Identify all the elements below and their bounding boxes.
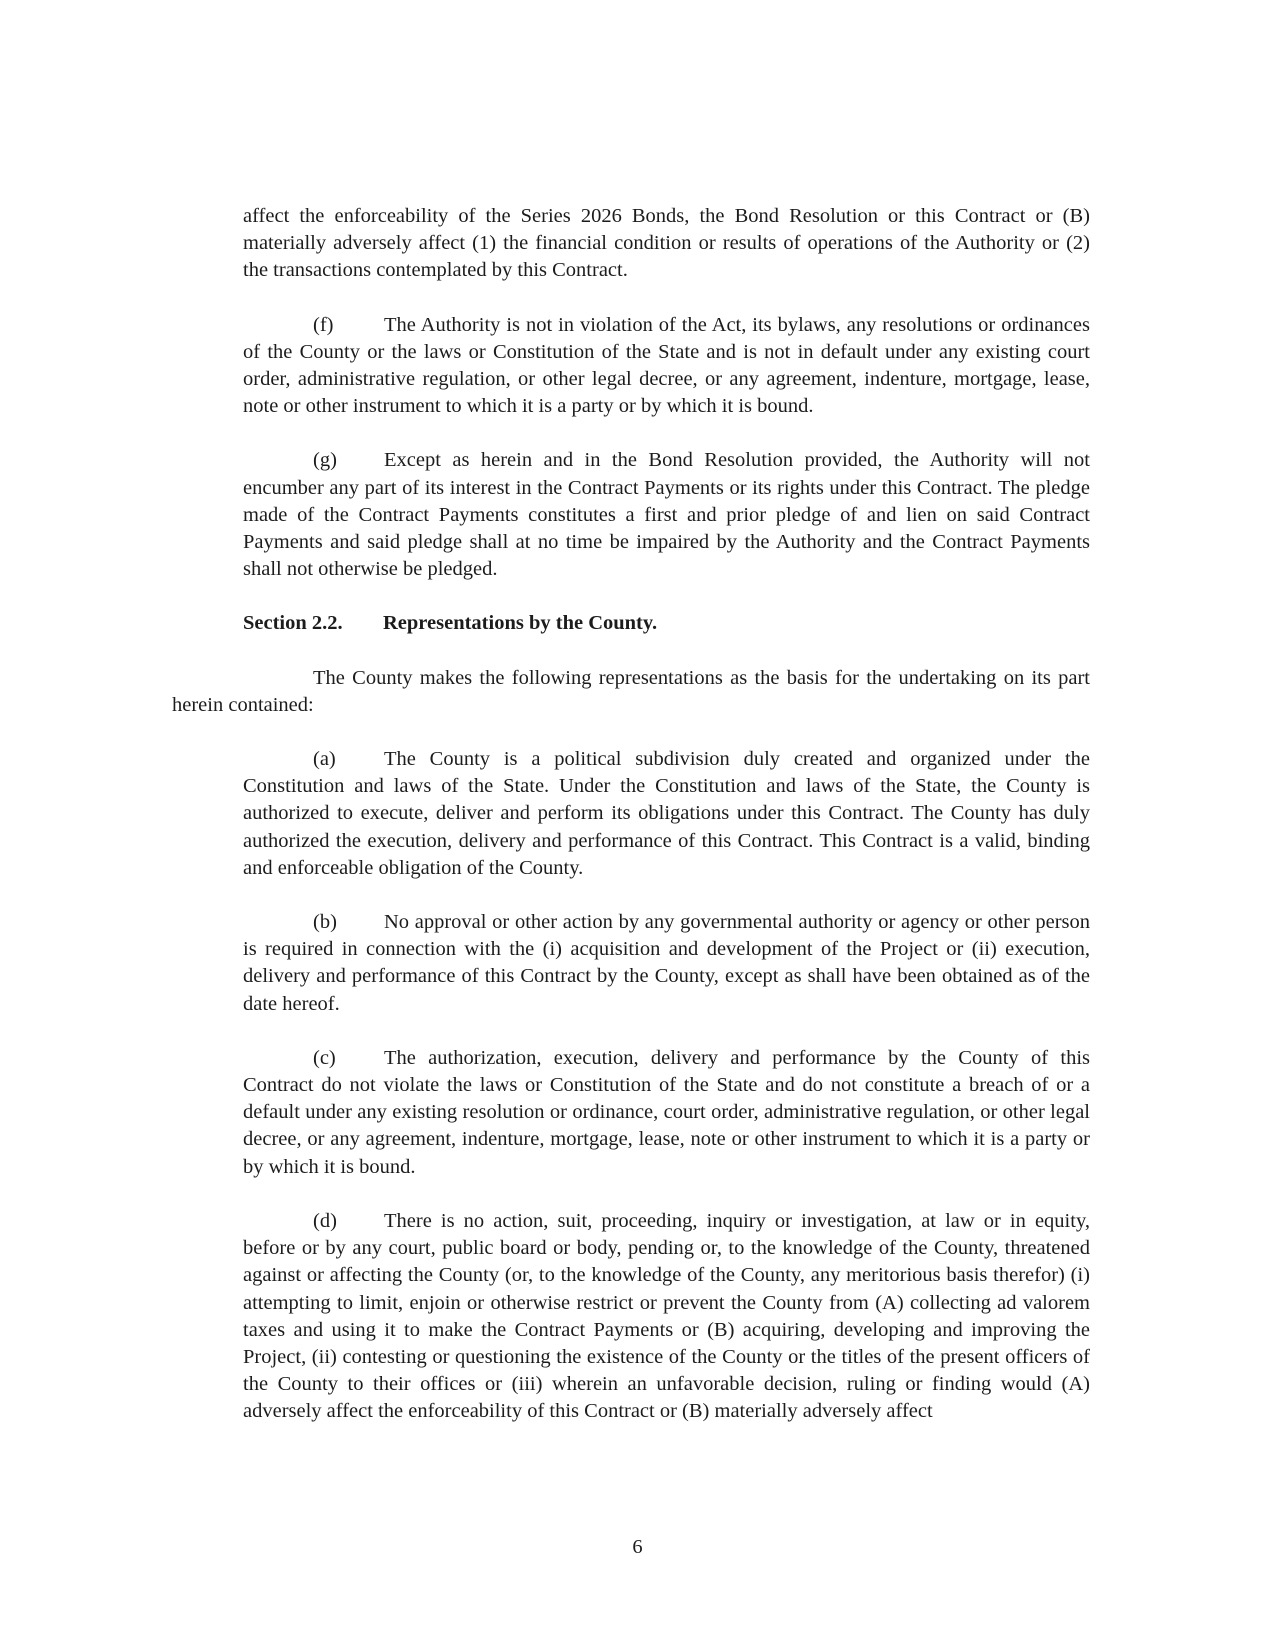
section-intro: The County makes the following representations as the basis for the undertaking on its part herein contained:: [172, 666, 1090, 716]
paragraph-g: [243, 447, 1090, 583]
item-label-g: (g): [313, 449, 337, 472]
item-text-a: The County is a political subdivision duly created and organized under the Constitution and laws of the State. Under the Constitution and laws of the State, the County is authorized to execute, deliver and perform its obligations under this Contract. The County has duly authorized the execution, delivery and performance of this Contract. This Contract is a valid, binding and enforceable obligation of the County.: [243, 748, 1090, 879]
item-text-f: The Authority is not in violation of the Act, its bylaws, any resolutions or ordinances of the County or the laws or Constitution of the State and is not in default under any existing court order, administrative regulation, or other legal decree, or any agreement, indenture, mortgage, lease, note or other instrument to which it is a party or by which it is bound.: [243, 313, 1090, 418]
item-text-b: No approval or other action by any governmental authority or agency or other person is required in connection with the (i) acquisition and development of the Project or (ii) execution, delivery and performance of this Contract by the County, except as shall have been obtained as of the date hereof.: [243, 911, 1090, 1015]
item-text-c: The authorization, execution, delivery and performance by the County of this Contract do not violate the laws or Constitution of the State and do not constitute a breach of or a default under any existing resolution or ordinance, court order, administrative regulation, or other legal decree, or any agreement, indenture, mortgage, lease, note or other instrument to which it is a party or by which it is bound.: [243, 1046, 1090, 1178]
item-label-c: (c): [313, 1046, 336, 1069]
item-text-d: There is no action, suit, proceeding, inquiry or investigation, at law or in equity, before or by any court, public board or body, pending or, to the knowledge of the County, threatened against or affecting the County (or, to the knowledge of the County, any meritorious basis therefor) (i) attempting to limit, enjoin or otherwise restrict or prevent the County from (A) collecting ad valorem taxes and using it to make the Contract Payments or (B) acquiring, developing and improving the Project, (ii) contesting or questioning the existence of the County or the titles of the present officers of the County to their offices or (iii) wherein an unfavorable decision, ruling or finding would (A) adversely affect the enforceability of this Contract or (B) materially adversely affect: [243, 1209, 1090, 1423]
document-body: [172, 203, 1090, 1426]
item-label-d: (d): [313, 1209, 337, 1232]
page-number: 6: [632, 1536, 643, 1558]
section-heading: [243, 610, 1090, 637]
item-label-a: (a): [313, 748, 336, 771]
item-label-b: (b): [313, 911, 337, 934]
paragraph-c: [243, 1045, 1090, 1181]
section-number: Section 2.2.: [243, 612, 343, 635]
item-text-g: Except as herein and in the Bond Resolution provided, the Authority will not encumber any part of its interest in the Contract Payments or its rights under this Contract. The pledge made of the Contract Payments constitutes a first and prior pledge of and lien on said Contract Payments and said pledge shall at no time be impaired by the Authority and the Contract Payments shall not otherwise be pledged.: [243, 449, 1090, 581]
section-title: Representations by the County.: [383, 612, 658, 635]
item-label-f: (f): [313, 313, 334, 336]
paragraph-continued: affect the enforceability of the Series 2026 Bonds, the Bond Resolution or this Contract or (B) materially adversely affect (1) the financial condition or results of operations of the Authority or (2) the transactions contemplated by this Contract.: [243, 205, 1090, 282]
paragraph-d: [243, 1208, 1090, 1426]
paragraph-a: [243, 746, 1090, 882]
paragraph-f: [243, 312, 1090, 421]
paragraph-b: [243, 909, 1090, 1018]
